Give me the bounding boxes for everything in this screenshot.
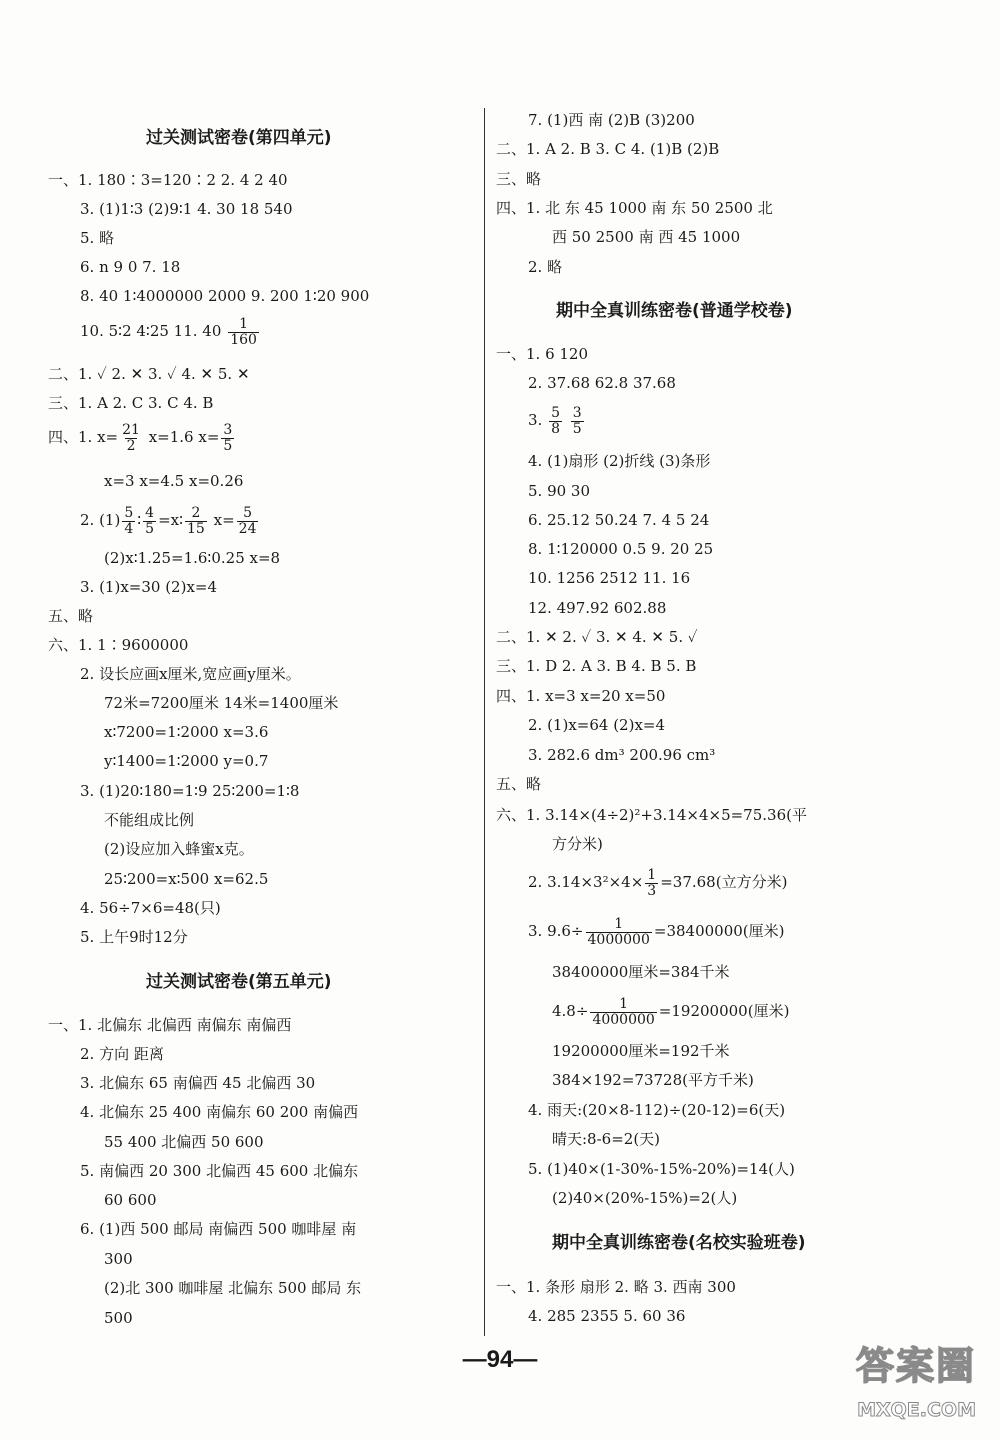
answer-line: 2. (1)x=64 (2)x=4 xyxy=(528,716,666,734)
answer-line: 60 600 xyxy=(104,1191,157,1209)
answer-line: 3. (1)20∶180=1∶9 25∶200=1∶8 xyxy=(80,782,300,800)
unit4-title: 过关测试密卷(第四单元) xyxy=(146,128,332,148)
answer-line: 三、略 xyxy=(496,170,542,188)
answer-line: 3. (1)x=30 (2)x=4 xyxy=(80,578,218,596)
fraction: $\frac{21}{2}$ xyxy=(122,421,140,454)
answer-line: 2. 37.68 62.8 37.68 xyxy=(528,374,676,392)
watermark-url: MXQE.COM xyxy=(857,1399,976,1421)
answer-line: y∶1400=1∶2000 y=0.7 xyxy=(104,752,269,770)
answer-line: 5. (1)40×(1-30%-15%-20%)=14(人) xyxy=(528,1160,795,1178)
answer-line: 2. 略 xyxy=(528,258,563,276)
answer-line: 一、1. 北偏东 北偏西 南偏东 南偏西 xyxy=(48,1016,292,1034)
fraction: $\frac{2}{15}$ xyxy=(187,504,205,537)
answer-text: 10. 5∶2 4∶25 11. 40 xyxy=(80,322,222,340)
answer-line: 8. 1∶120000 0.5 9. 20 25 xyxy=(528,540,714,558)
answer-line: 5. 略 xyxy=(80,229,115,247)
unit5-title: 过关测试密卷(第五单元) xyxy=(146,972,332,992)
answer-line: 5. 90 30 xyxy=(528,482,591,500)
answer-line: 六、1. 3.14×(4÷2)²+3.14×4×5=75.36(平 xyxy=(496,806,807,824)
answer-line: x∶7200=1∶2000 x=3.6 xyxy=(104,723,269,741)
watermark xyxy=(850,1335,976,1421)
answer-line: 25∶200=x∶500 x=62.5 xyxy=(104,870,269,888)
answer-line: (2)设应加入蜂蜜x克。 xyxy=(104,840,254,858)
answer-line: 五、略 xyxy=(48,607,94,625)
answer-line: 7. (1)西 南 (2)B (3)200 xyxy=(528,111,695,129)
answer-line: x=3 x=4.5 x=0.26 xyxy=(104,472,244,490)
answer-line-q3: 3. $\frac{5}{8}$ $\frac{3}{5}$ xyxy=(528,404,582,437)
answer-line: 3. 北偏东 65 南偏西 45 北偏西 30 xyxy=(80,1074,316,1092)
answer-line: 5. 上午9时12分 xyxy=(80,928,188,946)
answer-line: 一、1. 条形 扇形 2. 略 3. 西南 300 xyxy=(496,1278,736,1296)
answer-line: 晴天:8-6=2(天) xyxy=(552,1130,661,1148)
answer-line: (2)北 300 咖啡屋 北偏东 500 邮局 东 xyxy=(104,1279,362,1297)
answer-line: 六、1. 1∶9600000 xyxy=(48,636,189,654)
fraction: $\frac{3}{5}$ xyxy=(572,404,582,437)
fraction: $\frac{5}{8}$ xyxy=(551,404,561,437)
answer-line: 5. 南偏西 20 300 北偏西 45 600 北偏东 xyxy=(80,1162,359,1180)
fraction: $\frac{3}{5}$ xyxy=(223,421,233,454)
answer-line: 2. 设长应画x厘米,宽应画y厘米。 xyxy=(80,665,301,683)
answer-line: (2)40×(20%-15%)=2(人) xyxy=(552,1189,738,1207)
answer-line: 2. 方向 距离 xyxy=(80,1045,164,1063)
answer-line: 6. n 9 0 7. 18 xyxy=(80,258,181,276)
answer-line: 方分米) xyxy=(552,835,603,853)
fraction: $\frac{1}{4000000}$ xyxy=(587,915,650,948)
fraction: $\frac{5}{24}$ xyxy=(238,504,257,537)
answer-line: 3. 282.6 dm³ 200.96 cm³ xyxy=(528,746,716,764)
answer-line: 四、1. x=3 x=20 x=50 xyxy=(496,687,666,705)
answer-line: 3. (1)1∶3 (2)9∶1 4. 30 18 540 xyxy=(80,200,293,218)
answer-line: 8. 40 1∶4000000 2000 9. 200 1∶20 900 xyxy=(80,287,370,305)
answer-line: 12. 497.92 602.88 xyxy=(528,599,667,617)
answer-line-s6q2: 2. 3.14×3²×4× $\frac{1}{3}$ =37.68(立方分米) xyxy=(528,866,788,899)
column-divider xyxy=(484,108,485,1336)
fraction: $\frac{1}{160}$ xyxy=(230,315,257,348)
answer-line: 6. 25.12 50.24 7. 4 5 24 xyxy=(528,511,710,529)
answer-line: 55 400 北偏西 50 600 xyxy=(104,1133,264,1151)
answer-line: 不能组成比例 xyxy=(104,811,195,829)
answer-line: (2)x∶1.25=1.6∶0.25 x=8 xyxy=(104,549,281,567)
answer-line: 三、1. A 2. C 3. C 4. B xyxy=(48,394,214,412)
answer-line: 一、1. 180∶3=120∶2 2. 4 2 40 xyxy=(48,171,288,189)
answer-line-q10 xyxy=(80,316,261,348)
fraction: $\frac{4}{5}$ xyxy=(145,504,155,537)
answer-line: 500 xyxy=(104,1309,133,1327)
page-number: —94— xyxy=(462,1346,538,1373)
answer-line-s6q3c: 4.8÷ $\frac{1}{4000000}$ =19200000(厘米) xyxy=(552,995,790,1028)
answer-line: 西 50 2500 南 西 45 1000 xyxy=(552,228,741,246)
fraction: $\frac{1}{3}$ xyxy=(647,866,657,899)
answer-line: 38400000厘米=384千米 xyxy=(552,963,730,981)
answer-line: 6. (1)西 500 邮局 南偏西 500 咖啡屋 南 xyxy=(80,1220,357,1238)
answer-line: 300 xyxy=(104,1250,133,1268)
answer-line-s4q2: 2. (1) $\frac{5}{4}$ ∶ $\frac{4}{5}$ =x∶ $\frac{2}{15}$ x= $\frac{5}{24}$ xyxy=(80,504,257,537)
answer-line: 384×192=73728(平方千米) xyxy=(552,1071,754,1089)
answer-line: 4. 285 2355 5. 60 36 xyxy=(528,1307,686,1325)
fraction: $\frac{5}{4}$ xyxy=(124,504,134,537)
answer-line: 二、1. ✕ 2. ✓ 3. ✕ 4. ✕ 5. ✓ xyxy=(496,628,698,646)
midterm-elite-title: 期中全真训练密卷(名校实验班卷) xyxy=(552,1233,806,1253)
answer-line: 4. (1)扇形 (2)折线 (3)条形 xyxy=(528,452,711,470)
answer-line: 72米=7200厘米 14米=1400厘米 xyxy=(104,694,339,712)
answer-line-s4q1: 四、1. x= $\frac{21}{2}$ x=1.6 x= $\frac{3}{5}$ xyxy=(48,421,233,454)
midterm-normal-title: 期中全真训练密卷(普通学校卷) xyxy=(556,301,793,321)
answer-line: 二、1. A 2. B 3. C 4. (1)B (2)B xyxy=(496,140,720,158)
answer-line: 10. 1256 2512 11. 16 xyxy=(528,569,691,587)
answer-line: 19200000厘米=192千米 xyxy=(552,1042,730,1060)
answer-line: 4. 北偏东 25 400 南偏东 60 200 南偏西 xyxy=(80,1103,359,1121)
answer-line: 三、1. D 2. A 3. B 4. B 5. B xyxy=(496,657,697,675)
answer-line-s6q3: 3. 9.6÷ $\frac{1}{4000000}$ =38400000(厘米) xyxy=(528,915,785,948)
answer-line: 四、1. 北 东 45 1000 南 东 50 2500 北 xyxy=(496,199,773,217)
answer-line: 二、1. ✓ 2. ✕ 3. ✓ 4. ✕ 5. ✕ xyxy=(48,365,250,383)
answer-line: 4. 56÷7×6=48(只) xyxy=(80,899,221,917)
answer-line: 一、1. 6 120 xyxy=(496,345,589,363)
answer-line: 五、略 xyxy=(496,775,542,793)
answer-line: 4. 雨天:(20×8-112)÷(20-12)=6(天) xyxy=(528,1101,786,1119)
watermark-brand: 答案圈 xyxy=(855,1344,976,1388)
fraction: $\frac{1}{4000000}$ xyxy=(592,995,655,1028)
